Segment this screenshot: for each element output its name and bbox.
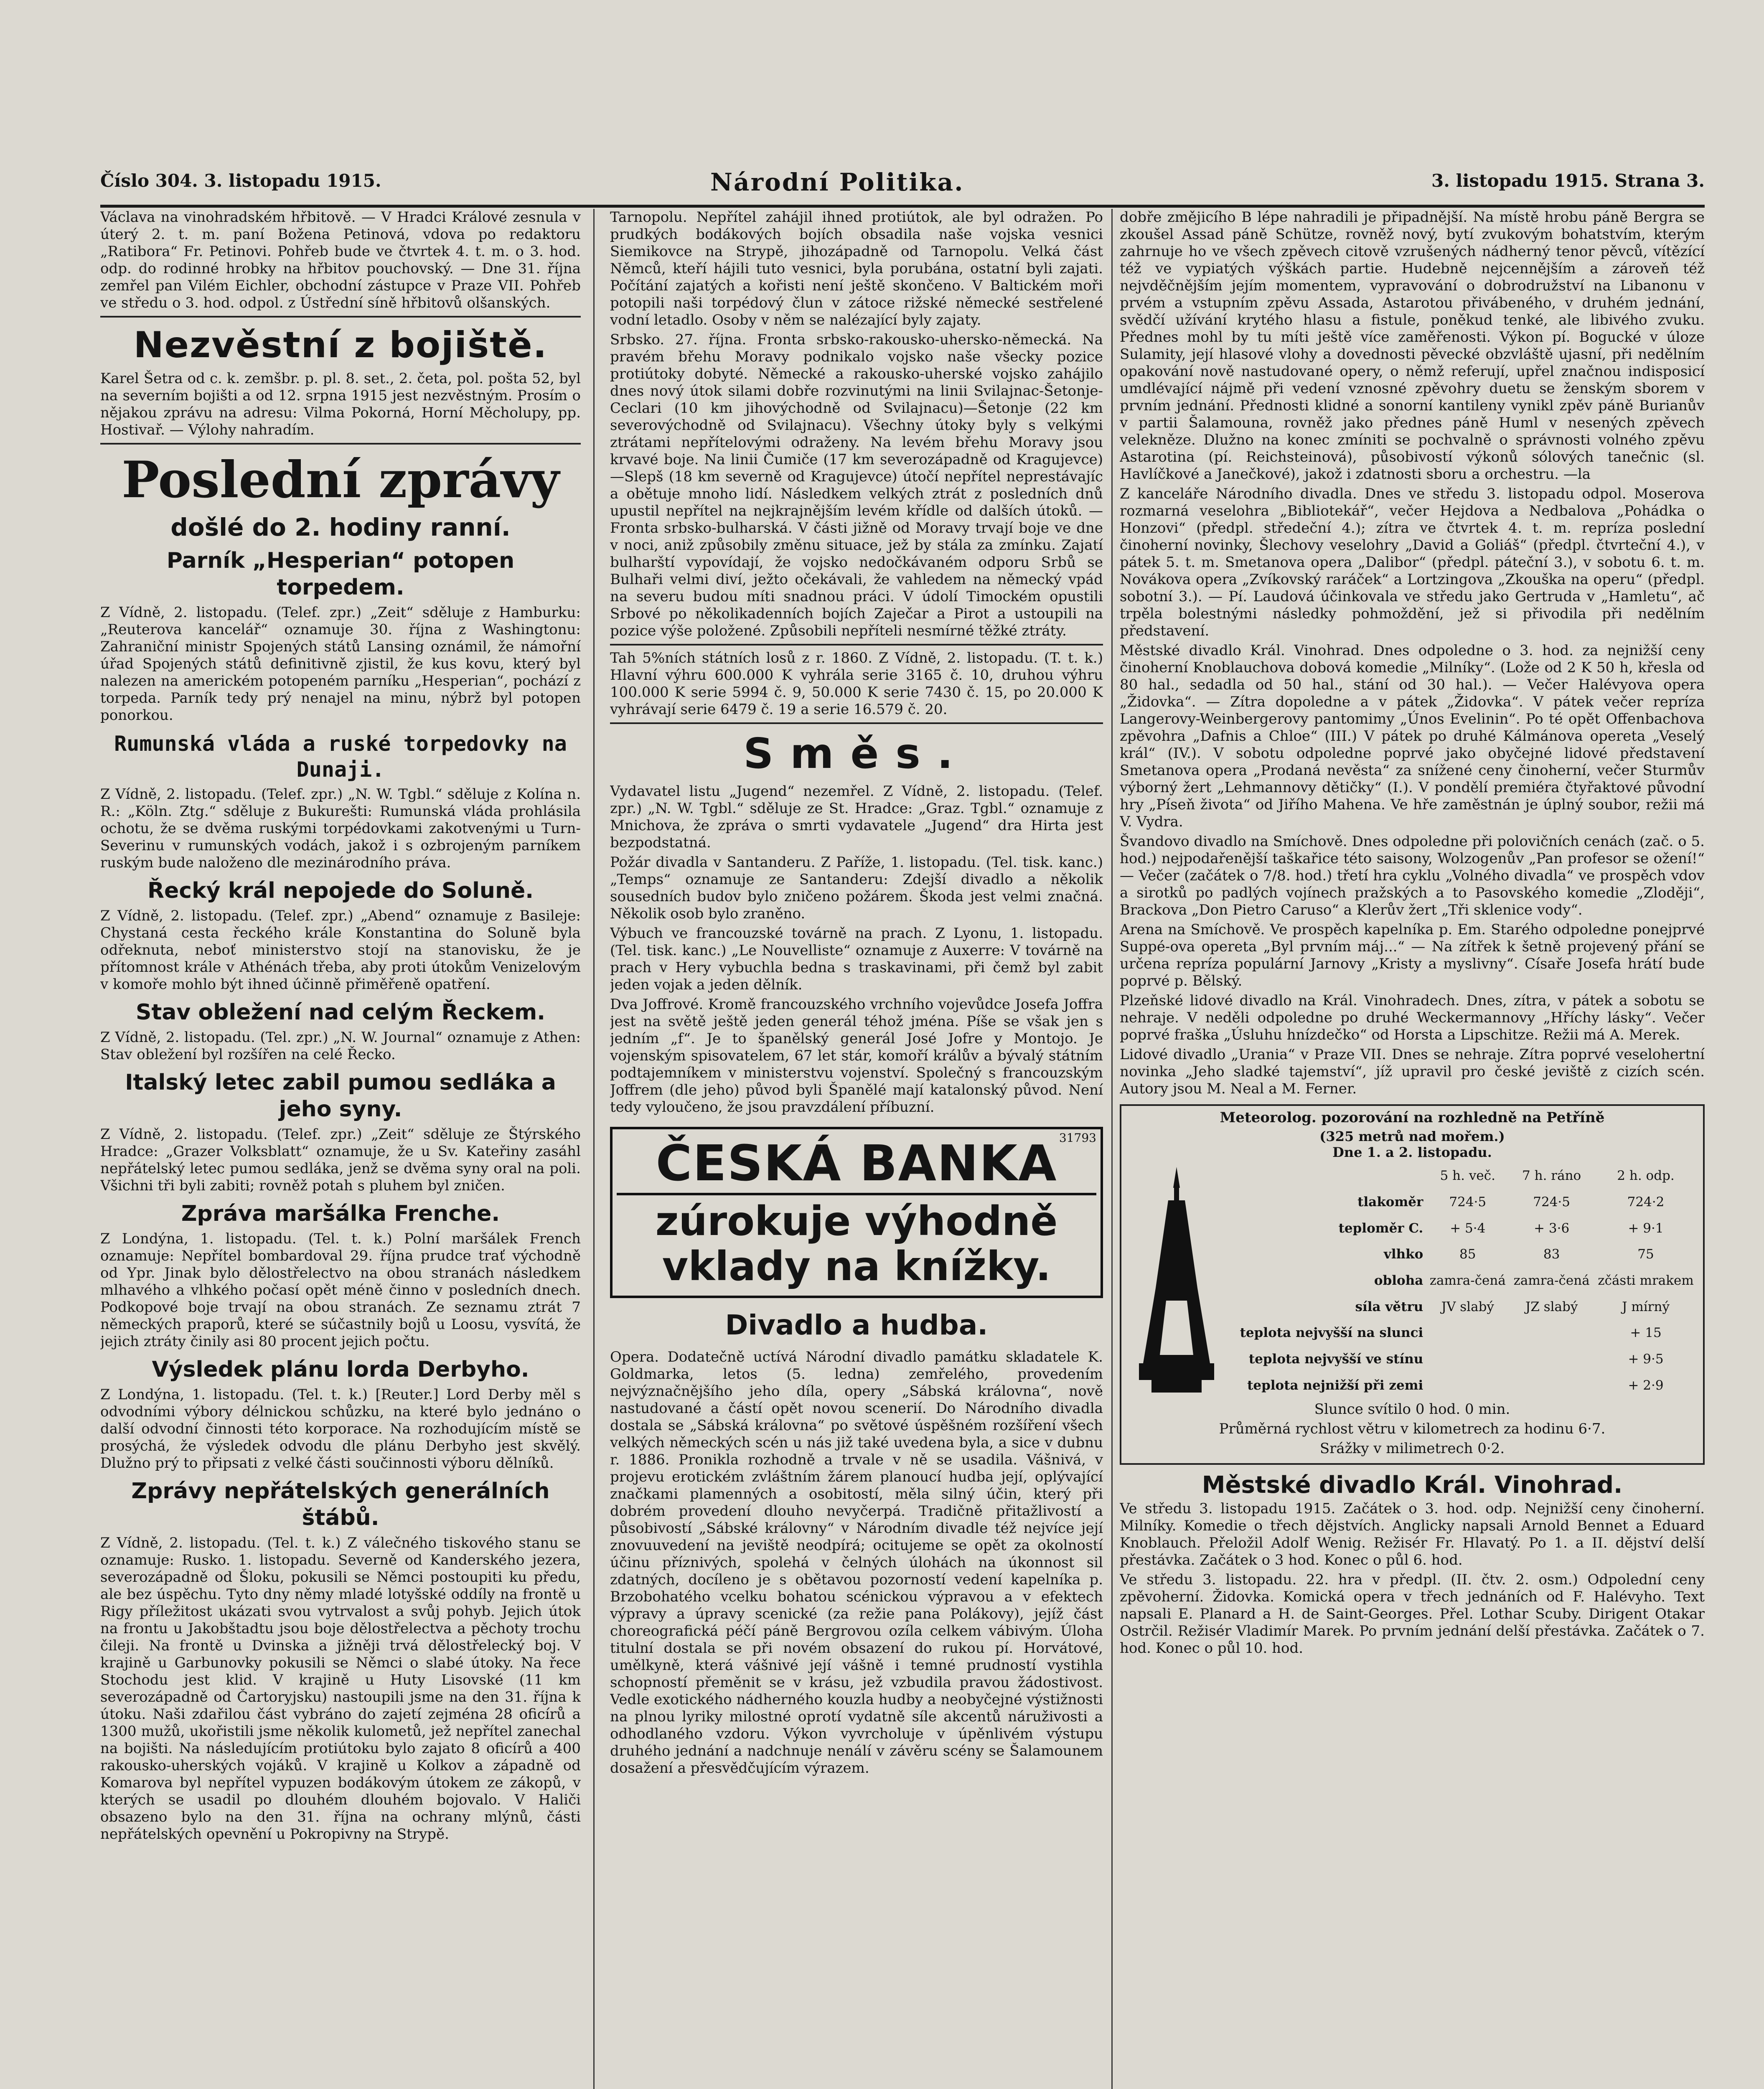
theatre-review-text: dobře změjicího B lépe nahradili je připadnější. Na místě hrobu páně Bergra se zkoušel Assad páně Schütze, rovněž nový, bytí zvukovým bohatstvím, kterým zahrnuje ho ve všech zpěvech citově vzrušených nádherný tenor pěvců, vítězící též ve vypiatých výškách partie. Hudebně nejcennějším a zároveň též nejvděčnějším jejím momentem, vypravování o dobrodružství na Libanonu v prvém a vstupním zpěvu Assada, Astarotou přivábeného, v druhém jednání, svědčí užívání krytého hlasu a fistule, poněkud tenké, ale libivého zvuku. Přednes mohl by tu míti ještě více zaměřenosti. Výkon pí. Bogucké v úloze Sulamity, její hlasové vlohy a dovednosti pěvecké obzvláště ujasní, při nedělním opakování nově nastudované opery, o němž referují, upřel značnou indisposicí umdlévající nájmě při vedení vznosné zpěvohry duetu se ženským sborem v prvním jednání. Přednosti klidné a sonorní kantileny vynikl zpěv páně Burianův v partii Šalamouna, rovněž jako přednes páně Huml v nesených zpěvech velekněze. Dlužno na konec zmíniti se pochvalně o správnosti volného zpěvu Astarotina (pí. Reichsteinová), působivostí výkonů sólových tanečnic (sl. Havlíčkové a Janečkové), jakož i zdatnosti sboru a orchestru. —la	[1120, 209, 1705, 483]
war-report-text: Tarnopolu. Nepřítel zahájil ihned protiútok, ale byl odražen. Po prudkých bodákových bojích obsadila naše vojska vesnici Siemikovce na Strypě, jihozápadně od Tarnopolu. Velká část Němců, kteří hájili tuto vesnici, byla porubána, ostatní byli zajati. Počítání zajatých a kořisti není ještě skončeno. V Baltickém moři potopili naši torpédový člun v zátoce rižské německé sestřelené vodní letadlo. Osoby v něm se nalézající byly zajaty.	[610, 209, 1103, 328]
weather-row	[1231, 1320, 1698, 1346]
weather-cell: + 5·4	[1450, 1220, 1486, 1236]
weather-cell: oblohа	[1374, 1273, 1423, 1288]
weather-cell	[1426, 1346, 1510, 1372]
weather-cell: 724·5	[1449, 1194, 1487, 1210]
weather-wind: Průměrná rychlost větru v kilometrech za hodinu 6·7.	[1219, 1421, 1606, 1437]
weather-cell: teplota nejnižší při zemi	[1247, 1377, 1423, 1393]
article	[100, 547, 581, 724]
article	[100, 1200, 581, 1350]
weather-table	[1231, 1163, 1698, 1398]
weather-cell: + 2·9	[1628, 1377, 1664, 1393]
weather-cell: vlhko	[1383, 1247, 1423, 1262]
city-theatre-program: Ve středu 3. listopadu 1915. Začátek o 3. hod. odp. Nejnižší ceny činoherní. Milníky. Komedie o třech dějstvích. Anglicky napsali Arnold Bennet a Eduard Knoblauch. Přeložil Adolf Wenig. Režisér Fr. Hlavatý. Po 1. a II. dějství delší přestávka. Začátek o 3 hod. Konec o půl 6. hod.	[1120, 1500, 1705, 1568]
weather-cell: zčásti mrakem	[1598, 1273, 1694, 1288]
miscellany-heading: Směs.	[743, 729, 970, 778]
weather-subtitle: (325 metrů nad mořem.)	[1319, 1128, 1505, 1144]
article	[100, 731, 581, 872]
article-text: Z Londýna, 1. listopadu. (Tel. t. k.) [Reuter.] Lord Derby měl s odvodními výbory délnickou schůzku, na které bylo jednáno o další odvodní činnosti této korporace. Na rozhodujícím místě se prosýchá, že výsledek odvodu dle plánu Derbyho jest skvělý. Dlužno prý to připsati z velké části součinnosti výboru dělníků.	[100, 1386, 581, 1471]
weather-cell: + 9·5	[1628, 1351, 1664, 1367]
article-text: Z Londýna, 1. listopadu. (Tel. t. k.) Polní maršálek French oznamuje: Nepřítel bombardoval 29. října prudce trať východně od Ypr. Jinak bylo dělostřelectvo na obou stranách následkem mlhavého a vlhkého počasí opět méně činno v posledních dnech. Podkopové boje trvají na obou stranách. Ze seznamu ztrát 7 německých praporů, které se súčastnily bojů u Loosu, vysvítá, že jejich ztráty činily asi 80 procent jejich počtu.	[100, 1230, 581, 1350]
weather-col-header: 7 h. ráno	[1522, 1168, 1581, 1184]
article	[100, 877, 581, 993]
weather-cell	[1510, 1346, 1594, 1372]
weather-cell	[1510, 1320, 1594, 1346]
weather-row	[1231, 1215, 1698, 1241]
news-subheading: došlé do 2. hodiny ranní.	[170, 513, 511, 541]
news-heading: Poslední zprávy	[122, 450, 559, 509]
weather-cell: síla větru	[1355, 1299, 1423, 1314]
weather-cell: J mírný	[1622, 1299, 1670, 1314]
svandovo-theatre-text: Švandovo divadlo na Smíchově. Dnes odpoledne při polovičních cenách (zač. o 5. hod.) nejpodařenější taškařice této saisony, Wolzogenův „Pan profesor se ožení!“ — Večer (začátek o 7/8. hod.) třetí hra cyklu „Volného divadla“ ve prospěch vdov a sirotků po padlých vojínech pražských a to Pasovského komedie „Zloději“, Brackova „Don Pietro Caruso“ a Klerův žert „Tři sklenice vody“.	[1120, 833, 1705, 918]
masthead: Národní Politika.	[710, 168, 964, 196]
article	[100, 999, 581, 1063]
war-report-text: Srbsko. 27. října. Fronta srbsko-rakousko-uhersko-německá. Na pravém břehu Moravy podnikalo vojsko naše všecky pozice protiútoky dobyté. Německé a rakousko-uherské vojsko zahájilo dnes nový útok silami dobře rozvinutými na linii Svilajnac-Šetonje-Ceclari (10 km jihovýchodně od Svilajnacu)—Šetonje (22 km severovýchodně od Svilajnacu). Všechny útoky byly s velkými ztrátami nepřítelovými odraženy. Na levém břehu Moravy jsou krvavé boje. Na linii Čumiče (17 km severozápadně od Kragujevce)—Slepš (18 km severně od Kragujevce) útočí nepřítel neprestávajíc a obětuje mnoho lidí. Následkem velkých ztrát z posledních dnů upustil nepřítel na nejkrajnějším levém křídle od dalších útoků. — Fronta srbsko-bulharská. V části jižně od Moravy trvají boje ve dne v noci, aniž způsobily změnu situace, jež by stála za zmínku. Zajatí bulharští vypovídají, že vojsko nedočkávaném odporu Srbů se Bulhaři velmi diví, ježto očekávali, že vahledem na německý vpád na severu budou míti snadnou práci. V údolí Timockém opustili Srbové po několikadenních bojích Zaječar a Pirot a ustoupili na pozice výše položené. Způsobili nepříteli nesmírné těžké ztráty.	[610, 331, 1103, 639]
weather-sun: Slunce svítilo 0 hod. 0 min.	[1314, 1401, 1510, 1418]
ad-number: 31793	[1059, 1131, 1096, 1145]
article-text: Z Vídně, 2. listopadu. (Telef. zpr.) „Abend“ oznamuje z Basileje: Chystaná cesta řeckého krále Konstantina do Soluně byla odřeknuta, neboť ministerstvo stojí na stanovisku, že je přítomnost krále v Athénách třeba, aby proti útokům Venizelovým v komoře mohlo být ihned účinně přiměřeně opatření.	[100, 907, 581, 993]
weather-box	[1120, 1104, 1705, 1465]
weather-row	[1231, 1268, 1698, 1294]
weather-cell: 85	[1459, 1247, 1476, 1262]
issue-number: Číslo 304. 3. listopadu 1915.	[100, 170, 381, 191]
missing-heading: Nezvěstní z bojiště.	[133, 324, 548, 366]
article-text: Z Vídně, 2. listopadu. (Telef. zpr.) „Zeit“ sděluje z Hamburku: „Reuterova kancelář“ oznamuje 30. října z Washingtonu: Zahraniční ministr Spojených států Lansing oznámil, že námořní úřad Spojených států definitivně zjistil, že kus kovu, který byl nalezen na americkém potopeném parníku „Hesperian“, pochází z torpeda. Parník tedy prý nenajel na minu, nýbrž byl potopen ponorkou.	[100, 604, 581, 724]
weather-cell: teploměr C.	[1338, 1220, 1423, 1236]
weather-title: Meteorolog. pozorování na rozhledně na Petříně	[1220, 1109, 1605, 1126]
weather-cell: 724·5	[1533, 1194, 1570, 1210]
lottery-text: Tah 5%ních státních losů z r. 1860. Z Vídně, 2. listopadu. (T. t. k.) Hlavní výhru 600.000 K vyhrála serie 3165 č. 10, druhou výhru 100.000 K serie 5994 č. 9, 50.000 K serie 7430 č. 15, po 20.000 K vyhrávají serie 6479 č. 19 a serie 16.579 č. 20.	[610, 650, 1103, 718]
petrin-tower-icon	[1126, 1163, 1231, 1398]
bank-advertisement	[610, 1127, 1103, 1298]
urania-theatre-text: Lidové divadlo „Urania“ v Praze VII. Dnes se nehraje. Zítra poprvé veselohertní novinka „Jeho sladké tajemství“, jíž upravil pro české jeviště z cizích scén. Autory jsou M. Neal a M. Ferner.	[1120, 1046, 1705, 1097]
article-title: Stav obležení nad celým Řeckem.	[136, 1000, 545, 1025]
city-theatre-program: Ve středu 3. listopadu. 22. hra v předpl. (II. čtv. 2. osm.) Odpolední ceny zpěvoherní. Židovka. Komická opera v třech jednáních od F. Halévyho. Text napsali E. Planard a H. de Saint-Georges. Přel. Lothar Scuby. Dirigent Otakar Ostrčil. Režisér Vladimír Marek. Po prvním jednání delší přestávka. Začátek o 7. hod. Konec o půl 10. hod.	[1120, 1571, 1705, 1657]
city-theatre-heading: Městské divadlo Král. Vinohrad.	[1202, 1471, 1623, 1499]
article-title: Zprávy nepřátelských generálních štábů.	[131, 1479, 550, 1530]
weather-col-header: 5 h. več.	[1440, 1168, 1495, 1184]
weather-cell: + 15	[1630, 1325, 1662, 1341]
weather-cell: 83	[1543, 1247, 1560, 1262]
weather-cell	[1426, 1372, 1510, 1398]
weather-rain: Srážky v milimetrech 0·2.	[1319, 1440, 1505, 1457]
article	[100, 1069, 581, 1194]
divider	[100, 443, 581, 445]
article-text: Z Vídně, 2. listopadu. (Tel. t. k.) Z válečného tiskového stanu se oznamuje: Rusko. 1. listopadu. Severně od Kanderského jezera, severozápadně od Šloku, pokusili se Němci postoupiti ku předu, ale bez úspěchu. Tyto dny němy mladé lotyšské oddíly na frontě u Rigy příležitost ukázati svou vytrvalost a svůj pohyb. Jejich útok na frontu u Jakobštadtu jsou boje dělostřelectva a pěchoty trochu čileji. Na frontě u Dvinska a jižněji trvá dělostřelecký boj. V krajině u Garbunovky pokusili se Němci o slabé útoky. Na řece Stochodu jest klid. V krajině u Huty Lisovské (11 km severozápadně od Čartoryjsku) nastoupili jsme na den 31. října k útoku. Naši zdařilou část vybráno do zajetí zejména 28 oficírů a 1300 mužů, ukořistili jsme několik kulometů, jež nepřítel zanechal na bojišti. Na následujícím protiútoku bylo zajato 8 oficírů a 400 rakousko-uherských vojáků. V krajině u Kolkov a západně od Komarova byl nepřítel vypuzen bodákovým útokem ze zákopů, v kterých se usadil po dlouhém dlouhém bojovalo. V Haliči obsazeno bylo na den 31. října na ochrany mlýnů, části nepřátelských opevnění u Pokropivny na Strypě.	[100, 1535, 581, 1842]
column-3	[1120, 209, 1705, 2089]
weather-row	[1231, 1241, 1698, 1268]
plzen-theatre-text: Plzeňské lidové divadlo na Král. Vinohradech. Dnes, zítra, v pátek a sobotu se nehraje. V neděli odpoledne po druhé Weckermannovy „Hříchy lásky“. Večer poprvé fraška „Úsluhu hnízdečko“ od Horsta a Lipschitze. Režii má A. Merek.	[1120, 992, 1705, 1043]
weather-cell: teplota nejvyšší ve stínu	[1248, 1351, 1423, 1367]
weather-cell: JZ slabý	[1525, 1299, 1578, 1314]
article-title: Parník „Hesperian“ potopen torpedem.	[166, 548, 515, 600]
ad-line-1: ČESKÁ BANKA	[617, 1136, 1096, 1195]
theatre-heading: Divadlo a hudba.	[725, 1309, 988, 1341]
weather-cell: zamra-čená	[1429, 1273, 1506, 1288]
divider	[610, 722, 1103, 724]
weather-date: Dne 1. a 2. listopadu.	[1332, 1144, 1492, 1160]
weather-cell	[1426, 1320, 1510, 1346]
miscellany-item: Požár divadla v Santanderu. Z Paříže, 1. listopadu. (Tel. tisk. kanc.) „Temps“ oznamuje ze Santanderu: Zdejší divadlo a několik sousedních budov bylo zničeno požárem. Škoda jest velmi značná. Několik osob bylo zraněno.	[610, 854, 1103, 922]
article-title: Italský letec zabil pumou sedláka a jeho syny.	[125, 1070, 556, 1122]
weather-row	[1231, 1346, 1698, 1372]
arena-text: Arena na Smíchově. Ve prospěch kapelníka p. Em. Starého odpoledne ponejprvé Suppé-ova opereta „Byl prvním máj...“ — Na zítřek k šetně projevený přání se určena repríza populární Jarnovy „Kristy a myslivny“. Císaře Josefa hrátí bude poprvé p. Bělský.	[1120, 921, 1705, 989]
article	[100, 1478, 581, 1843]
divider	[100, 316, 581, 318]
weather-cell: 724·2	[1627, 1194, 1665, 1210]
weather-cell: JV slabý	[1441, 1299, 1494, 1314]
column-1	[100, 209, 581, 2089]
weather-cell: + 9·1	[1628, 1220, 1664, 1236]
ad-line-2: zúrokuje výhodně	[655, 1198, 1058, 1245]
theatre-text: Opera. Dodatečně uctívá Národní divadlo památku skladatele K. Goldmarka, letos (5. ledna) zemřelého, provedením nejvýznačnějšího jeho díla, opery „Sábská královna“, nově nastudované a částí opět novou scenerií. Do Národního divadla dostala se „Sábská královna“ po světové úspěšném rozšíření všech velkých německých scén u nás již také uvedena byla, a sice v dubnu r. 1886. Pronikla rozhodně a trvale v ně se usadila. Vášnivá, v projevu erotickém zvláštním žárem planoucí hudba její, oplývající značkami plamenných a osobitostí, měla silný účin, který při dobrém provedení dlouho nevyčerpá. Tradičně přitažlivostí a působivostí „Sábské královny“ v Národním divadle též nejvíce její znovuuvedení na jeviště neodpírá; ocitujeme se opět za okolností účinu příznivých, spolehá v čelných úlohách na úkonnost sil zdatných, docíleno je s obětavou pozorností vedení kapelníka p. Brzobohatého vcelku bohatou scénickou výpravou a v efektech výpravy a úpravy scenické (za režie pana Polákovy), jejíž část choreografická péčí páně Bergrovou ozíla celkem vábivým. Úloha titulní dostala se při novém obsazení do rukou pí. Horvátové, umělkyně, která vášnivé její vášně i temné prudností vystihla schopností přeměnit se v krásu, jež vzbudila pravou žádostivost. Vedle exotického nádherného kouzla hudby a neobyčejné výstižnosti na plnou lyriky milostné oprotí vydatně síle akcentů náruživosti a odhodlaného vzdoru. Výkon vyvrcholuje v úpěnlivém výstupu druhého jednání a nadchnuje nenálí v závěru scény se Šalamounem dosažení a přesvědčujícím výrazem.	[610, 1349, 1103, 1776]
weather-cell: 75	[1637, 1247, 1654, 1262]
weather-cell	[1510, 1372, 1594, 1398]
ad-line-3: vklady na knížky.	[662, 1243, 1051, 1290]
national-theatre-text: Z kanceláře Národního divadla. Dnes ve středu 3. listopadu odpol. Moserova rozmarná veselohra „Bibliotekář“, večer Hejdova a Nedbalova „Pohádka o Honzovi“ (předpl. středeční 4.); zítra ve čtvrtek 4. t. m. repríza poslední činoherní novinky, Šlechovy veselohry „David a Goliáš“ (předpl. čtvrteční 4.), v pátek 5. t. m. Smetanova opera „Dalibor“ (předpl. páteční 3.), v sobotu 6. t. m. Novákova opera „Zvíkovský raráček“ a Lortzingova „Zkouška na operu“ (předpl. sobotní 3.). — Pí. Laudová účinkovala ve středu jako Gertruda v „Hamletu“, ač trpěla bolestnými následky pohmoždění, jež si přivodila při nedělním představení.	[1120, 485, 1705, 639]
page-date: 3. listopadu 1915. Strana 3.	[1431, 170, 1705, 191]
column-rule	[593, 209, 595, 2089]
column-2	[610, 209, 1103, 2089]
weather-cell: tlakoměr	[1357, 1194, 1423, 1210]
article	[100, 1356, 581, 1472]
weather-row	[1231, 1189, 1698, 1215]
weather-row	[1231, 1372, 1698, 1398]
weather-row	[1231, 1294, 1698, 1320]
article-title: Výsledek plánu lorda Derbyho.	[152, 1357, 529, 1382]
column-rule	[1111, 209, 1113, 2089]
article-text: Z Vídně, 2. listopadu. (Telef. zpr.) „Zeit“ sděluje ze Štýrského Hradce: „Grazer Volksblatt“ oznamuje, že u Sv. Kateřiny zasáhl nepřátelský letec pumou sedláka, jenž se dvěma syny oral na poli. Všichni tři byli zabiti; rovněž potah s pluhem byl zničen.	[100, 1126, 581, 1194]
miscellany-item: Výbuch ve francouzské továrně na prach. Z Lyonu, 1. listopadu. (Tel. tisk. kanc.) „Le Nouvelliste“ oznamuje z Auxerre: V továrně na prach v Hery vybuchla bedna s traskavinami, při čemž byl zabit jeden vojak a jeden dělník.	[610, 925, 1103, 993]
article-text: Z Vídně, 2. listopadu. (Tel. zpr.) „N. W. Journal“ oznamuje z Athen: Stav obležení byl rozšířen na celé Řecko.	[100, 1029, 581, 1063]
obituary-text: Václava na vinohradském hřbitově. — V Hradci Králové zesnula v úterý 2. t. m. paní Božena Petinová, vdova po redaktoru „Ratibora“ Fr. Petinovi. Pohřeb bude ve čtvrtek 4. t. m. o 3. hod. odp. do rodinné hrobky na hřbitov pouchovský. — Dne 31. října zemřel pan Vilém Eichler, obchodní zástupce v Praze VII. Pohřeb ve středu o 3. hod. odpol. z Ústřední síně hřbitovů olšanských.	[100, 209, 581, 311]
article-title: Zpráva maršálka Frenche.	[181, 1201, 500, 1226]
weather-col-header: 2 h. odp.	[1617, 1168, 1675, 1184]
weather-cell: + 3·6	[1534, 1220, 1570, 1236]
article-text: Z Vídně, 2. listopadu. (Telef. zpr.) „N. W. Tgbl.“ sděluje z Kolína n. R.: „Köln. Ztg.“ sděluje z Bukurešti: Rumunská vláda prohlásila ochotu, že se dvěma ruskými torpédovkami zakotvenými u Turn-Severinu v rumunských vodách, jakož i s ozbrojeným parníkem ruským bude naloženo dle mezinárodního práva.	[100, 786, 581, 871]
miscellany-item: Dva Joffrové. Kromě francouzského vrchního vojevůdce Josefa Joffra jest na světě ještě jeden generál téhož jména. Píše se však jen s jedním „f“. Je to španělský generál José Jofre y Montojo. Je vojenským spisovatelem, 67 let stár, komoří králův a bývalý státním podtajemníkem v ministerstvu vojenství. Společný s francouzským Joffrem (dle jeho) původ byli Španělé mají katalonský původ. Není tedy vyloučeno, že jsou pravzdálení příbuzní.	[610, 996, 1103, 1116]
article-title: Rumunská vláda a ruské torpedovky na Dunaji.	[114, 732, 567, 782]
page-header	[100, 167, 1705, 208]
divider	[610, 644, 1103, 646]
article-title: Řecký král nepojede do Soluně.	[147, 878, 534, 903]
weather-cell: zamra-čená	[1513, 1273, 1590, 1288]
vinohrady-theatre-text: Městské divadlo Král. Vinohrad. Dnes odpoledne o 3. hod. za nejnižší ceny činoherní Knoblauchova dobová komedie „Milníky“. (Lože od 2 K 50 h, křesla od 80 hal., sedadla od 50 hal., stání od 30 hal.). — Večer Halévyova opera „Židovka“. — Zítra dopoledne a v pátek „Židovka“. V pátek večer repríza Langerovy-Weinbergerovy pantomimy „Únos Evelinin“. Po té opět Offenbachova zpěvohra „Dafnis a Chloe“ (III.) V pátek po druhé Kálmánova opereta „Veselý král“ (IV.). V sobotu odpoledne poprvé jako obyčejné lidové představení Smetanova opera „Prodaná nevěsta“ za snížené ceny činoherní, večer Sturmův výborný žert „Lehmannovy dětičky“ (I.). V pondělí premiéra čtyřaktové původní hry „Píseň života“ od Jiřího Mahena. Ve hře zaměstnán je úplný soubor, režii má V. Vydra.	[1120, 642, 1705, 830]
weather-cell: teplota nejvyšší na slunci	[1240, 1325, 1423, 1341]
miscellany-item: Vydavatel listu „Jugend“ nezemřel. Z Vídně, 2. listopadu. (Telef. zpr.) „N. W. Tgbl.“ sděluje ze St. Hradce: „Graz. Tgbl.“ oznamuje z Mnichova, že zpráva o smrti vydavatele „Jugend“ dra Hirta jest bezpodstatná.	[610, 783, 1103, 851]
missing-text: Karel Šetra od c. k. zemšbr. p. pl. 8. set., 2. četa, pol. pošta 52, byl na severním bojišti a od 12. srpna 1915 jest nezvěstným. Prosím o nějakou zprávu na adresu: Vilma Pokorná, Horní Měcholupy, pp. Hostivař. — Výlohy nahradím.	[100, 370, 581, 438]
weather-col-header	[1231, 1163, 1426, 1189]
